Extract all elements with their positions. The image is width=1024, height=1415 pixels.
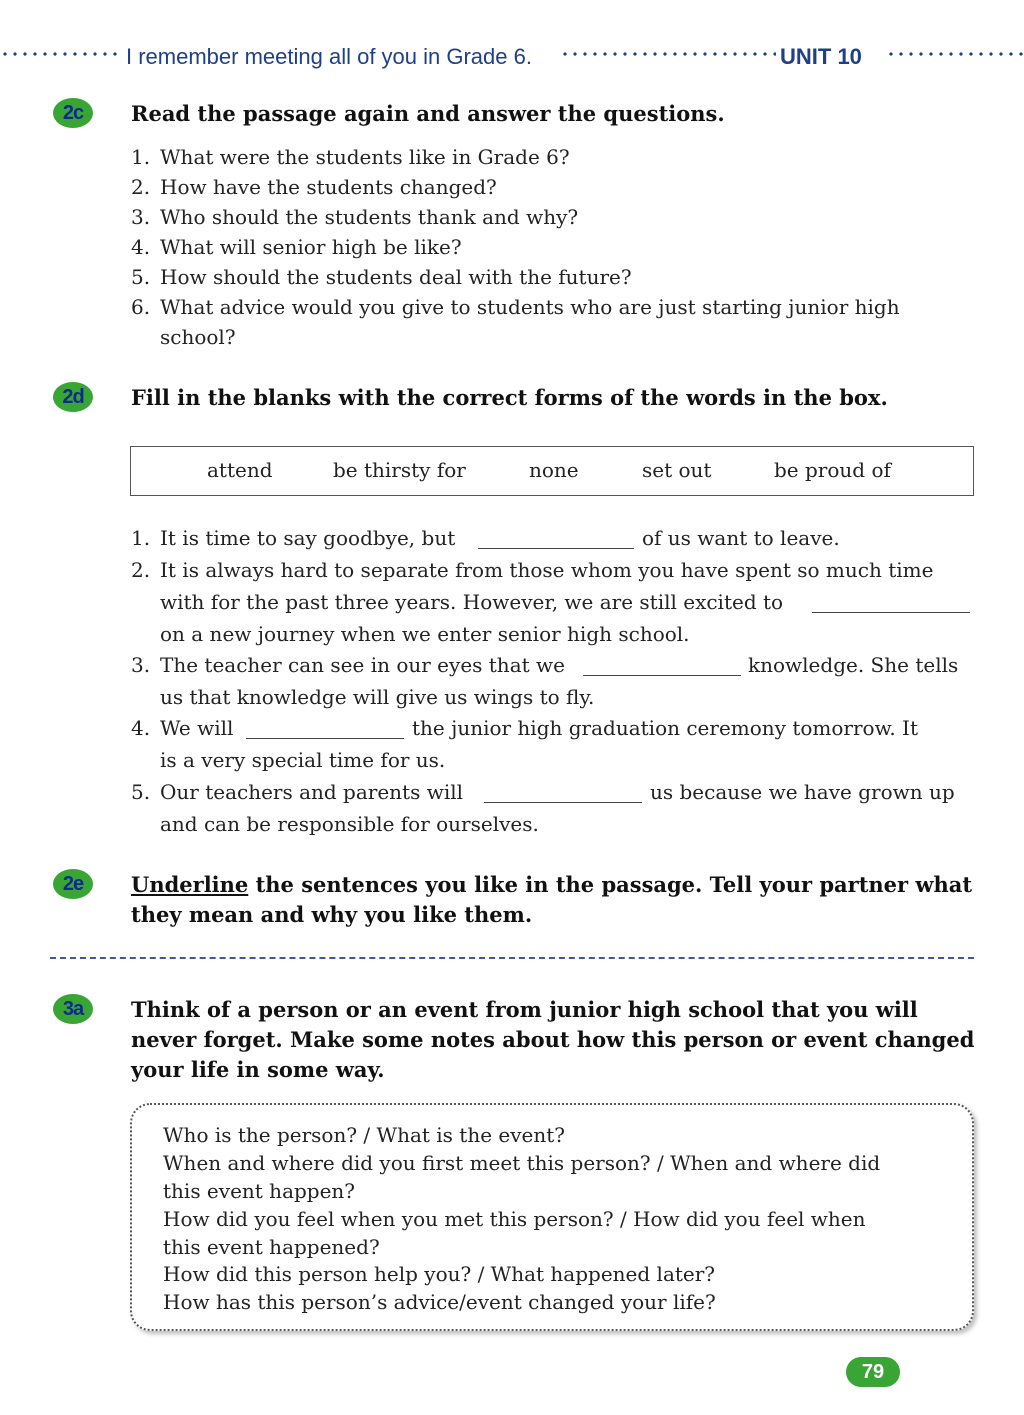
badge-2c: 2c — [53, 98, 93, 128]
page-header — [0, 44, 1024, 76]
note-line-4: How did you feel when you met this person? / How did you feel when — [163, 1207, 866, 1231]
word-attend: attend — [207, 458, 273, 482]
header-unit: UNIT 10 — [780, 44, 862, 69]
instruction-2c: Read the passage again and answer the questions. — [131, 101, 725, 126]
section-divider — [50, 957, 974, 959]
header-dots-right — [886, 51, 1024, 57]
note-line-7: How has this person’s advice/event changed your life? — [163, 1290, 716, 1314]
page-number: 79 — [846, 1357, 900, 1387]
word-none: none — [529, 458, 579, 482]
badge-2e: 2e — [53, 869, 93, 899]
note-line-2: When and where did you first meet this person? / When and where did — [163, 1151, 881, 1175]
blank-3[interactable] — [583, 675, 741, 676]
blank-4[interactable] — [246, 738, 404, 739]
note-line-5: this event happened? — [163, 1235, 380, 1259]
badge-2d: 2d — [53, 382, 93, 412]
underline-word: Underline — [131, 872, 249, 897]
instruction-2d: Fill in the blanks with the correct forms of the words in the box. — [131, 385, 888, 410]
blank-2[interactable] — [812, 612, 970, 613]
instruction-3a: Think of a person or an event from junior high school that you will never forget. Make some notes about how this person or event changed your life in some way. — [131, 997, 975, 1082]
word-be-proud-of: be proud of — [774, 458, 891, 482]
header-dots-middle — [560, 51, 776, 57]
note-line-1: Who is the person? / What is the event? — [163, 1123, 566, 1147]
blank-1[interactable] — [478, 548, 634, 549]
header-dots-left — [0, 51, 122, 57]
badge-3a: 3a — [53, 994, 93, 1024]
header-title: I remember meeting all of you in Grade 6. — [126, 44, 532, 69]
word-set-out: set out — [642, 458, 712, 482]
blank-5[interactable] — [484, 802, 642, 803]
note-line-6: How did this person help you? / What happened later? — [163, 1262, 716, 1286]
instruction-2e: Underline the sentences you like in the passage. Tell your partner what they mean and why you like them. — [131, 872, 973, 927]
word-box — [130, 446, 974, 496]
word-be-thirsty-for: be thirsty for — [333, 458, 466, 482]
note-line-3: this event happen? — [163, 1179, 356, 1203]
